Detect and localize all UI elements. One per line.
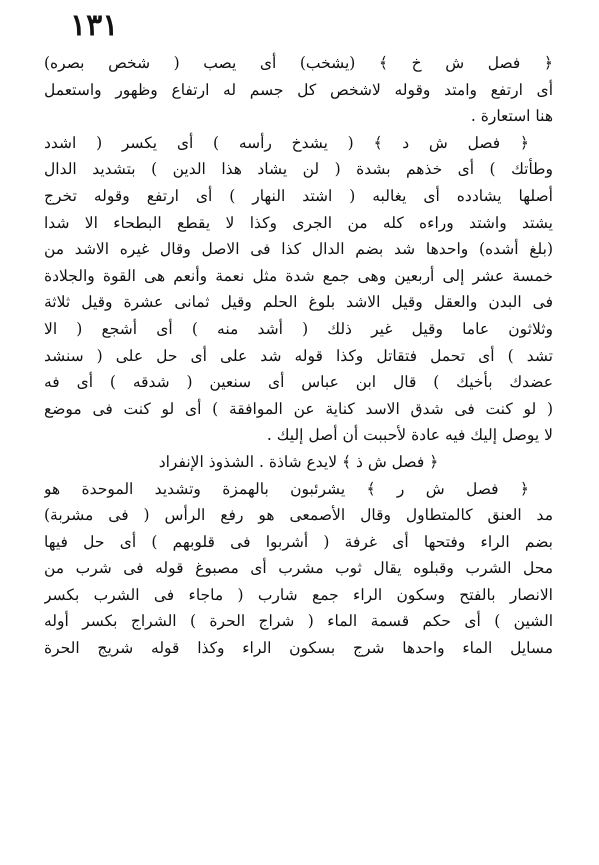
page-number: ١٣١ (70, 8, 119, 43)
text-line: أصلها يشادده أى يغالبه ( اشتد النهار ) أى ارتفع وقوله تخرج (44, 186, 553, 205)
text-line: يشتد واشتد وراءه كله من الجرى وكذا لا يقطع البطحاء الا شدا (44, 213, 553, 232)
text-line: الشين ) أى حكم قسمة الماء ( شراج الحرة ) الشراج بكسر أوله (44, 612, 553, 631)
text-line: ﴿ فصل ش خ ﴾ (يشخب) أى يصب ( شخص بصره) (44, 54, 553, 72)
text-line: وطأتك ) أى خذهم بشدة ( لن يشاد هذا الدين ) بتشديد الدال (44, 160, 553, 179)
text-line: هنا استعارة . (470, 107, 553, 126)
text-line: تشد ) أى تحمل فتقاتل وكذا قوله شد على أى حل على ( سنشد (44, 346, 553, 365)
text-line: فى البدن والعقل وقيل الاشد بلوغ الحلم وقيل ثمانى عشرة وقيل ثلاثة (44, 293, 553, 312)
text-line: (بلغ أشده) واحدها شد بضم الدال كذا فى الاصل وقال غيره الاشد من (44, 240, 553, 259)
text-body (44, 50, 553, 662)
text-line: أى ارتفع وامتد وقوله لاشخص كل جسم له ارتفاع وظهور واستعمل (44, 80, 553, 99)
text-line: ( لو كنت فى شدق الاسد كناية عن الموافقة ) أى لو كنت فى موضع (44, 399, 553, 418)
text-line: ﴿ فصل ش ذ ﴾ لايدع شاذة . الشذوذ الإنفراد (158, 452, 439, 471)
text-line: محل الشرب وقبلوه يقال ثوب مشرب أى مصبوغ قوله فى شرب من (44, 559, 553, 578)
text-line: ﴿ فصل ش ر ﴾ يشرئبون بالهمزة وتشديد الموحدة هو (44, 479, 529, 498)
text-line: مد العنق كالمتطاول وقال الأصمعى هو رفع الرأس ( فى مشربة) (44, 506, 553, 525)
text-line: مسايل الماء واحدها شرج بسكون الراء وكذا قوله شريج الحرة (44, 639, 553, 658)
text-line: وثلاثون عاما وقيل غير ذلك ( أشد منه ) أى أشجع ( الا (44, 319, 553, 338)
text-line: ﴿ فصل ش د ﴾ ( يشدخ رأسه ) أى يكسر ( اشدد (44, 133, 529, 152)
text-line: عضدك بأخيك ) قال ابن عباس أى سنعين ( شدقه ) أى فه (44, 373, 553, 392)
text-line: لا يوصل إليك فيه عادة لأحببت أن أصل إليك . (266, 426, 553, 445)
text-line: الانصار بالفتح وسكون الراء جمع شارب ( ماجاء فى الشرب بكسر (44, 585, 553, 604)
text-line: بضم الراء وفتحها أى غرفة ( أشربوا فى قلوبهم ) أى حل فيها (44, 532, 553, 551)
text-line: خمسة عشر إلى أربعين وهى جمع شدة مثل نعمة وأنعم هى القوة والجلادة (44, 266, 553, 285)
